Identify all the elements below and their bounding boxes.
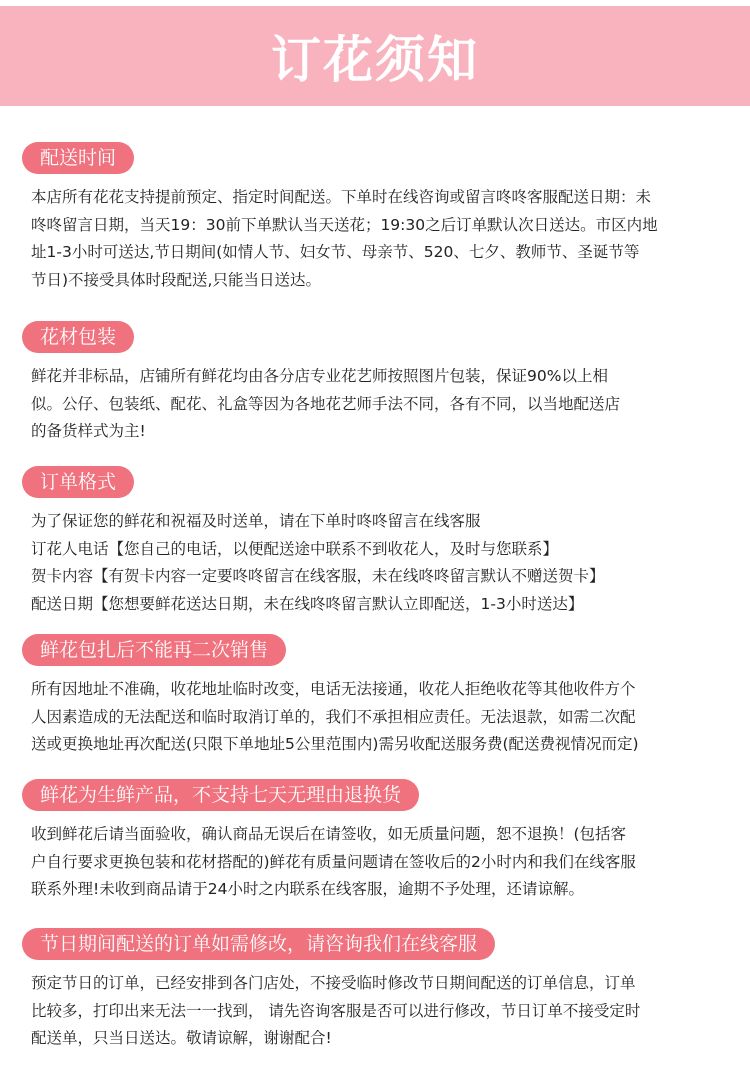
section-body bbox=[31, 821, 731, 904]
section-title: 订单格式 bbox=[22, 466, 134, 498]
section-body bbox=[31, 970, 731, 1053]
text-line: 预定节日的订单，已经安排到各门店处，不接受临时修改节日期间配送的订单信息，订单 bbox=[31, 974, 636, 992]
page-title: 订花须知 bbox=[271, 31, 479, 89]
section-title: 鲜花包扎后不能再二次销售 bbox=[22, 634, 286, 666]
page-header bbox=[0, 6, 750, 106]
text-line: 址1-3小时可送达,节日期间(如情人节、妇女节、母亲节、520、七夕、教师节、圣诞节等 bbox=[31, 243, 640, 261]
section-body bbox=[31, 184, 731, 294]
text-line: 咚咚留言日期，当天19：30前下单默认当天送花；19:30之后订单默认次日送达。市区内地 bbox=[31, 215, 658, 234]
section-title: 鲜花为生鲜产品，不支持七天无理由退换货 bbox=[22, 779, 419, 811]
text-line: 配送日期【您想要鲜花送达日期，未在线咚咚留言默认立即配送，1-3小时送达】 bbox=[31, 594, 584, 613]
section-body bbox=[31, 363, 731, 446]
text-line: 人因素造成的无法配送和临时取消订单的，我们不承担相应责任。无法退款，如需二次配 bbox=[31, 707, 636, 726]
text-line: 似。公仔、包装纸、配花、礼盒等因为各地花艺师手法不同，各有不同，以当地配送店 bbox=[31, 394, 621, 413]
text-line: 节日)不接受具体时段配送,只能当日送达。 bbox=[31, 270, 321, 289]
text-line: 本店所有花花支持提前预定、指定时间配送。下单时在线咨询或留言咚咚客服配送日期：未 bbox=[31, 188, 652, 206]
text-line: 贺卡内容【有贺卡内容一定要咚咚留言在线客服，未在线咚咚留言默认不赠送贺卡】 bbox=[31, 567, 605, 585]
text-line: 鲜花并非标品，店铺所有鲜花均由各分店专业花艺师按照图片包装，保证90%以上相 bbox=[31, 367, 608, 385]
text-line: 送或更换地址再次配送(只限下单地址5公里范围内)需另收配送服务费(配送费视情况而定) bbox=[31, 735, 639, 753]
text-line: 比较多，打印出来无法一一找到， 请先咨询客服是否可以进行修改，节日订单不接受定时 bbox=[31, 1001, 641, 1020]
section-title: 花材包装 bbox=[22, 321, 134, 353]
text-line: 收到鲜花后请当面验收，确认商品无误后在请签收，如无质量问题，恕不退换！(包括客 bbox=[31, 825, 627, 843]
text-line: 的备货样式为主! bbox=[31, 422, 146, 440]
text-line: 为了保证您的鲜花和祝福及时送单，请在下单时咚咚留言在线客服 bbox=[31, 512, 481, 530]
text-line: 户自行要求更换包装和花材搭配的)鲜花有质量问题请在签收后的2小时内和我们在线客服 bbox=[31, 852, 636, 871]
section-title: 节日期间配送的订单如需修改，请咨询我们在线客服 bbox=[22, 928, 495, 960]
text-line: 联系外理!未收到商品请于24小时之内联系在线客服，逾期不予处理，还请谅解。 bbox=[31, 880, 584, 898]
section-body bbox=[31, 676, 731, 759]
text-line: 订花人电话【您自己的电话，以便配送途中联系不到收花人，及时与您联系】 bbox=[31, 539, 559, 558]
section-body bbox=[31, 508, 731, 618]
text-line: 配送单，只当日送达。敬请谅解，谢谢配合! bbox=[31, 1029, 332, 1047]
text-line: 所有因地址不准确，收花地址临时改变，电话无法接通，收花人拒绝收花等其他收件方个 bbox=[31, 680, 636, 698]
section-title: 配送时间 bbox=[22, 142, 134, 174]
